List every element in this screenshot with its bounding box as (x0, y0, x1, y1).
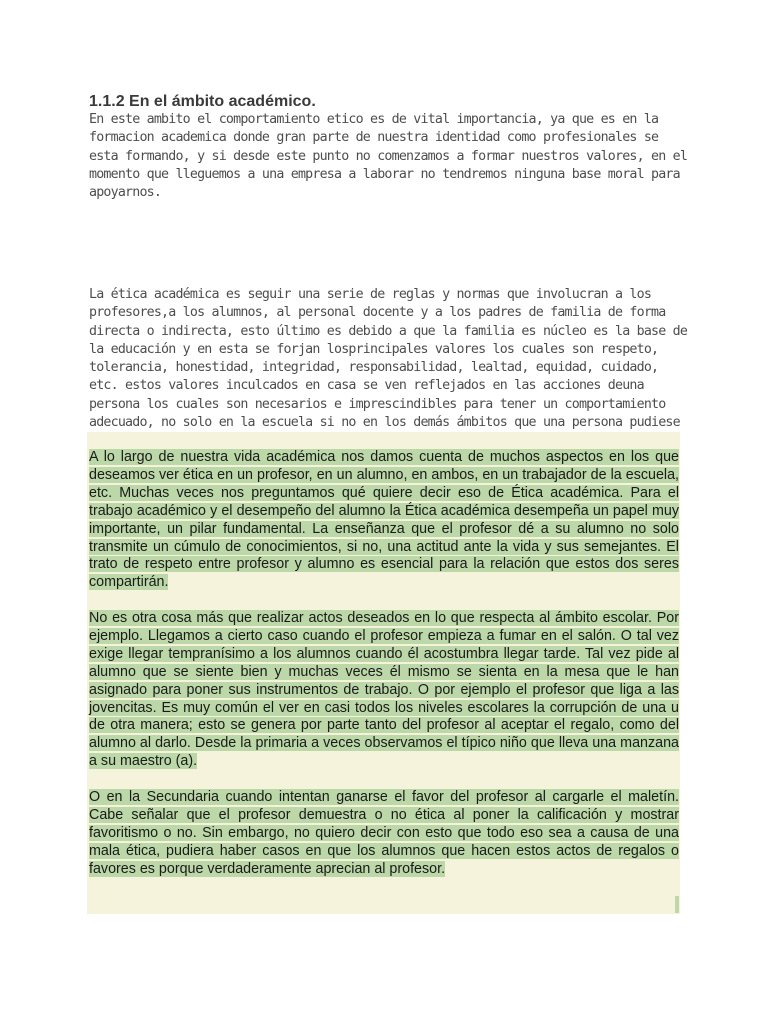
highlighted-text: O en la Secundaria cuando intentan ganarse el favor del profesor al cargarle el maletín. Cabe señalar que el profesor demuestra o no ética al poner la calificación y mostrar favoritismo o no. Sin embargo, no quiero decir con esto que todo eso sea a causa de una mala ética, pudiera haber casos en que los alumnos que hacen estos actos de regalos o favores es porque verdaderamente aprecian al profesor. (89, 789, 679, 877)
highlighted-paragraph (89, 610, 679, 771)
intro-paragraph: En este ambito el comportamiento etico es de vital importancia, ya que es en la formacion academica donde gran parte de nuestra identidad como profesionales se esta formando, y si desde este punto no comenzamos a formar nuestros valores, en el momento que lleguemos a una empresa a laborar no tendremos ninguna base moral para apoyarnos. (89, 112, 688, 201)
section-heading: 1.1.2 En el ámbito académico. (89, 93, 316, 110)
highlighted-text: No es otra cosa más que realizar actos deseados en lo que respecta al ámbito escolar. Por ejemplo. Llegamos a cierto caso cuando el profesor empieza a fumar en el salón. O tal vez exige llegar tempranísimo a los alumnos cuando él acostumbra llegar tarde. Tal vez pide al alumno que se siente bien y muchas veces él mismo se sienta en la mesa que le han asignado para poner sus instrumentos de trabajo. O por ejemplo el profesor que liga a las jovencitas. Es muy común el ver en casi todos los niveles escolares la corrupción de una u de otra manera; esto se genera por parte tanto del profesor al aceptar el regalo, como del alumno al darlo. Desde la primaria a veces observamos el típico niño que lleva una manzana a su maestro (a). (89, 610, 679, 770)
highlighted-paragraph (89, 789, 679, 879)
highlighted-paragraph (89, 449, 679, 592)
ethics-definition-paragraph: La ética académica es seguir una serie de reglas y normas que involucran a los profesores,a los alumnos, al personal docente y a los padres de familia de forma directa o indirecta, esto último es debido a que la familia es núcleo es la base de la educación y en esta se forjan losprincipales valores los cuales son respeto, tolerancia, honestidad, integridad, responsabilidad, lealtad, equidad, cuidado, etc. estos valores inculcados en casa se ven reflejados en las acciones deuna persona los cuales son necesarios e imprescindibles para tener un comportamiento adecuado, no solo en la escuela si no en los demás ámbitos que una persona pudiese (89, 287, 688, 431)
highlight-edge-mark (675, 896, 679, 913)
highlighted-text: A lo largo de nuestra vida académica nos damos cuenta de muchos aspectos en los que deseamos ver ética en un profesor, en un alumno, en ambos, en un trabajador de la escuela, etc. Muchas veces nos preguntamos qué quiere decir eso de Ética académica. Para el trabajo académico y el desempeño del alumno la Ética académica desempeña un papel muy importante, un pilar fundamental. La enseñanza que el profesor dé a su alumno no solo transmite un cúmulo de conocimientos, si no, una actitud ante la vida y sus semejantes. El trato de respeto entre profesor y alumno es esencial para la relación que estos dos seres compartirán. (89, 449, 679, 591)
